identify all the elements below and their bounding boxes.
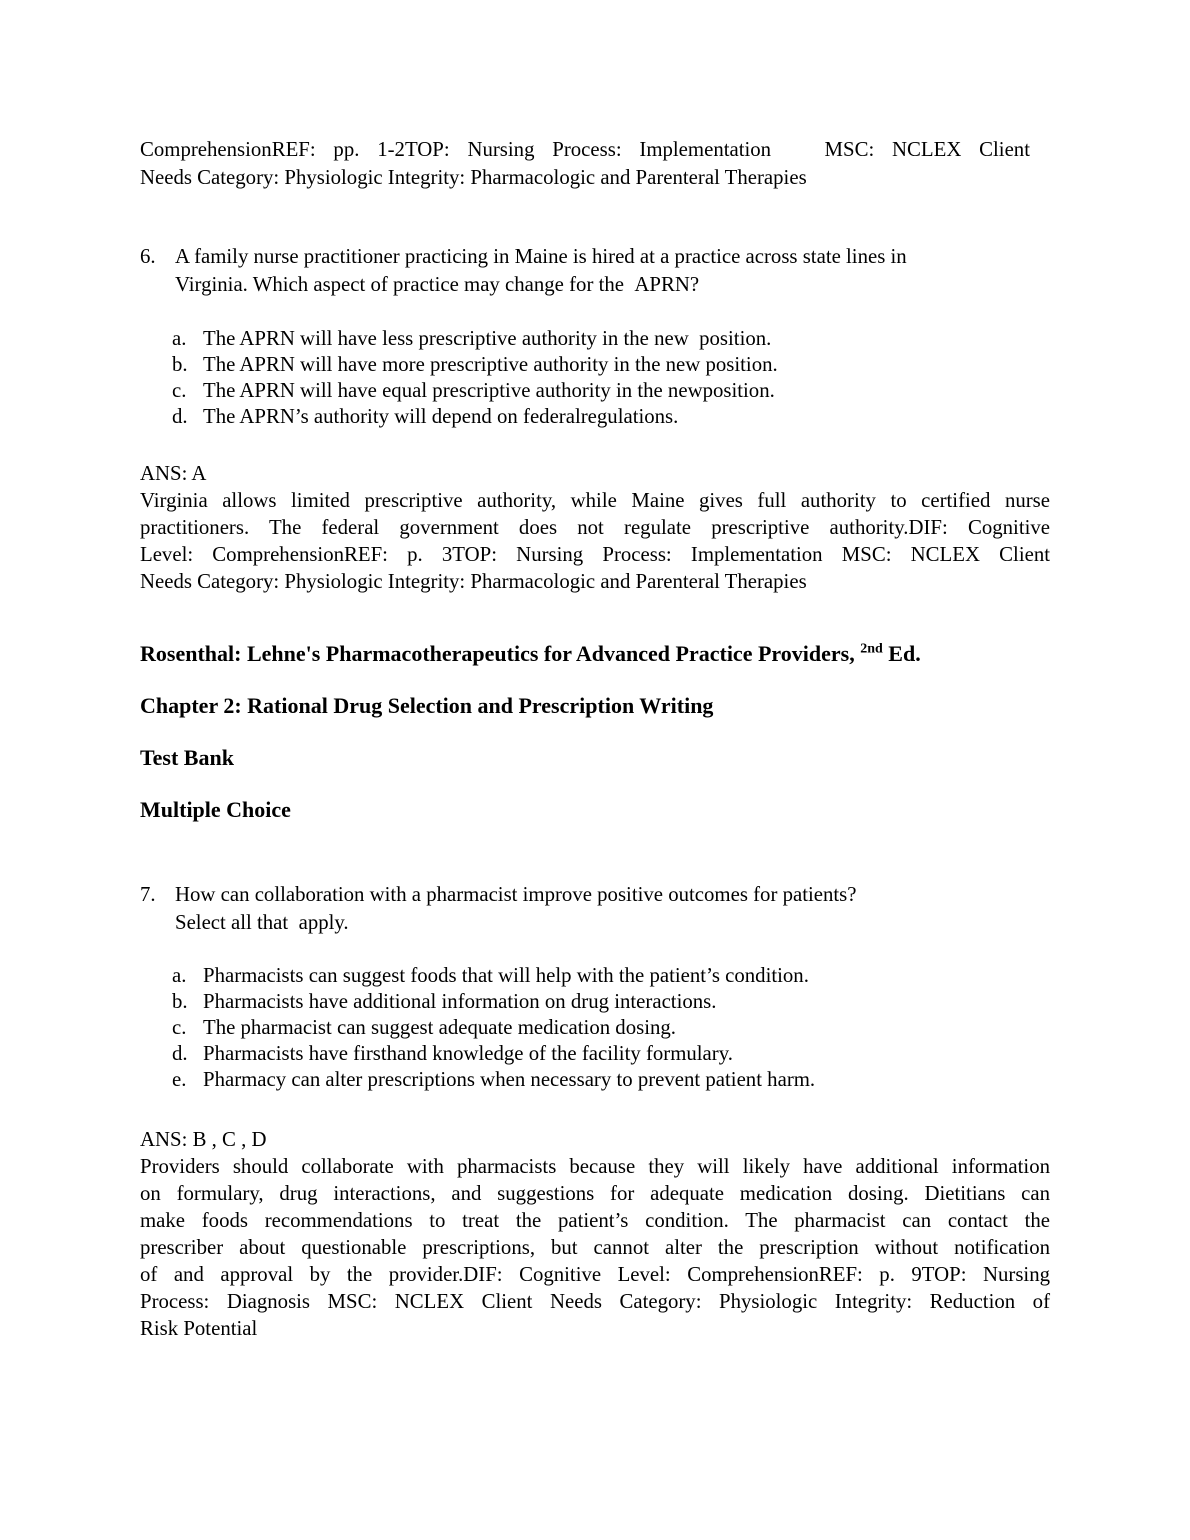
option-letter: d. <box>172 405 188 428</box>
answer-6-line: Needs Category: Physiologic Integrity: Pharmacologic and Parenteral Therapies <box>140 570 807 593</box>
answer-7-line: make foods recommendations to treat the patient’s condition. The pharmacist can contact the <box>140 1209 1050 1232</box>
answer-6-line: practitioners. The federal government does not regulate prescriptive authority.DIF: Cognitive <box>140 516 1050 539</box>
book-title-heading <box>140 640 1050 668</box>
book-title-suffix: Ed. <box>882 641 921 666</box>
test-bank-heading: Test Bank <box>140 745 234 770</box>
question-6 <box>140 243 1050 298</box>
answer-7-line: on formulary, drug interactions, and suggestions for adequate medication dosing. Dietitians can <box>140 1182 1050 1205</box>
option-letter: b. <box>172 990 188 1013</box>
answer-7-line: prescriber about questionable prescriptions, but cannot alter the prescription without notification <box>140 1236 1050 1259</box>
option-row <box>172 404 1050 430</box>
answer-6 <box>140 460 1050 595</box>
option-row <box>172 326 1050 352</box>
intro-paragraph <box>140 136 1050 191</box>
question-7-text-line: How can collaboration with a pharmacist improve positive outcomes for patients? <box>175 883 857 906</box>
edition-superscript: 2nd <box>860 641 883 657</box>
answer-7 <box>140 1126 1050 1342</box>
option-row <box>172 1067 1050 1093</box>
answer-7-line: Process: Diagnosis MSC: NCLEX Client Needs Category: Physiologic Integrity: Reduction of <box>140 1290 1050 1313</box>
intro-line: Needs Category: Physiologic Integrity: Pharmacologic and Parenteral Therapies <box>140 165 807 189</box>
option-letter: e. <box>172 1068 187 1091</box>
option-letter: a. <box>172 964 187 987</box>
option-row <box>172 352 1050 378</box>
question-7-text <box>175 881 1050 936</box>
question-7-number: 7. <box>140 883 156 906</box>
option-text: The APRN will have equal prescriptive authority in the newposition. <box>203 379 775 402</box>
option-row <box>172 989 1050 1015</box>
option-text: Pharmacists can suggest foods that will help with the patient’s condition. <box>203 964 809 987</box>
answer-6-label: ANS: A <box>140 462 207 485</box>
question-6-text-line: Virginia. Which aspect of practice may change for the APRN? <box>175 272 700 296</box>
option-row <box>172 378 1050 404</box>
option-text: The pharmacist can suggest adequate medication dosing. <box>203 1016 676 1039</box>
option-letter: c. <box>172 379 187 402</box>
question-7-options <box>172 963 1050 1093</box>
answer-7-line: of and approval by the provider.DIF: Cognitive Level: ComprehensionREF: p. 9TOP: Nursing <box>140 1263 1050 1286</box>
option-letter: c. <box>172 1016 187 1039</box>
intro-line: ComprehensionREF: pp. 1-2TOP: Nursing Process: Implementation MSC: NCLEX Client <box>140 138 1030 161</box>
option-text: Pharmacy can alter prescriptions when necessary to prevent patient harm. <box>203 1068 816 1091</box>
question-7-text-line: Select all that apply. <box>175 910 349 934</box>
option-row <box>172 1041 1050 1067</box>
option-letter: a. <box>172 327 187 350</box>
book-title-prefix: Rosenthal: Lehne's Pharmacotherapeutics for Advanced Practice Providers, <box>140 641 861 666</box>
section-heading: Multiple Choice <box>140 797 291 822</box>
option-row <box>172 1015 1050 1041</box>
option-text: The APRN will have less prescriptive authority in the new position. <box>203 327 772 350</box>
page-content <box>140 136 1050 1342</box>
option-text: Pharmacists have additional information on drug interactions. <box>203 990 717 1013</box>
option-letter: d. <box>172 1042 188 1065</box>
answer-6-line: Virginia allows limited prescriptive authority, while Maine gives full authority to certified nurse <box>140 489 1050 512</box>
option-row <box>172 963 1050 989</box>
question-6-text <box>175 243 1050 298</box>
answer-7-line: Risk Potential <box>140 1317 258 1340</box>
answer-7-label: ANS: B , C , D <box>140 1128 267 1151</box>
option-letter: b. <box>172 353 188 376</box>
option-text: The APRN will have more prescriptive authority in the new position. <box>203 353 778 376</box>
option-text: Pharmacists have firsthand knowledge of the facility formulary. <box>203 1042 733 1065</box>
question-6-text-line: A family nurse practitioner practicing in Maine is hired at a practice across state lines in <box>175 245 907 268</box>
question-6-number: 6. <box>140 245 156 268</box>
option-text: The APRN’s authority will depend on federalregulations. <box>203 405 679 428</box>
answer-6-line: Level: ComprehensionREF: p. 3TOP: Nursing Process: Implementation MSC: NCLEX Client <box>140 543 1050 566</box>
chapter-heading: Chapter 2: Rational Drug Selection and Prescription Writing <box>140 693 714 718</box>
question-7 <box>140 881 1050 936</box>
answer-7-line: Providers should collaborate with pharmacists because they will likely have additional information <box>140 1155 1050 1178</box>
question-6-options <box>172 326 1050 430</box>
